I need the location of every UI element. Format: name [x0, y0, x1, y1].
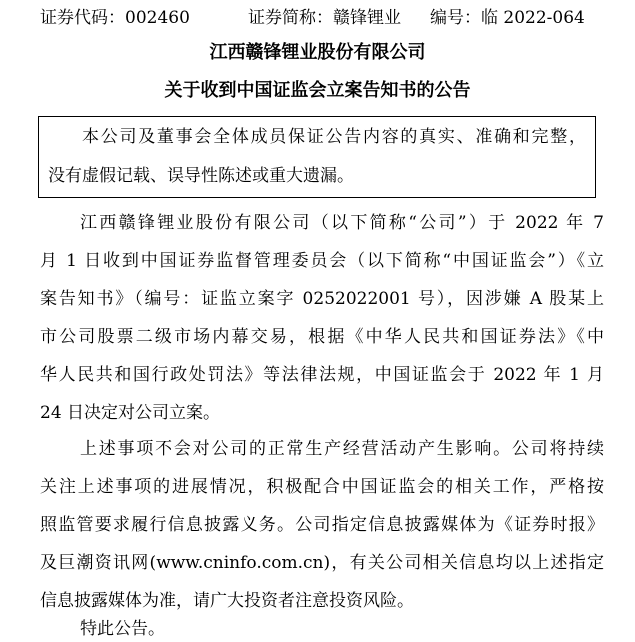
announcement-number: 编号：临 2022-064: [430, 8, 585, 28]
paragraph-line: 照监管要求履行信息披露义务。公司指定信息披露媒体为《证券时报》: [40, 515, 604, 535]
paragraph-line: 月 1 日收到中国证券监督管理委员会（以下简称“中国证监会”）《立: [40, 251, 604, 271]
paragraph-line: 24 日决定对公司立案。: [40, 403, 221, 423]
statement-line: 没有虚假记载、误导性陈述或重大遗漏。: [48, 166, 354, 186]
closing-line: 特此公告。: [80, 619, 165, 639]
paragraph-line: 江西赣锋锂业股份有限公司（以下简称“公司”）于 2022 年 7: [80, 213, 604, 233]
paragraph-line: 及巨潮资讯网(www.cninfo.com.cn)，有关公司相关信息均以上述指定: [40, 553, 604, 573]
stock-code: 证券代码：002460: [40, 8, 190, 28]
paragraph-line: 关注上述事项的进展情况，积极配合中国证监会的相关工作，严格按: [40, 477, 604, 497]
stock-short-name: 证券简称：赣锋锂业: [248, 8, 401, 28]
paragraph-line: 案告知书》（编号：证监立案字 0252022001 号），因涉嫌 A 股某上: [40, 289, 604, 309]
header-line: [40, 6, 605, 30]
statement-line: 本公司及董事会全体成员保证公告内容的真实、准确和完整，: [82, 127, 586, 147]
paragraph-line: 华人民共和国行政处罚法》等法律法规，中国证监会于 2022 年 1 月: [40, 365, 604, 385]
company-title: 江西赣锋锂业股份有限公司: [209, 42, 426, 63]
paragraph-line: 信息披露媒体为准，请广大投资者注意投资风险。: [40, 591, 414, 611]
notice-title: 关于收到中国证监会立案告知书的公告: [164, 80, 471, 101]
paragraph-line: 上述事项不会对公司的正常生产经营活动产生影响。公司将持续: [80, 439, 604, 459]
paragraph-line: 市公司股票二级市场内幕交易，根据《中华人民共和国证券法》《中: [40, 327, 604, 347]
